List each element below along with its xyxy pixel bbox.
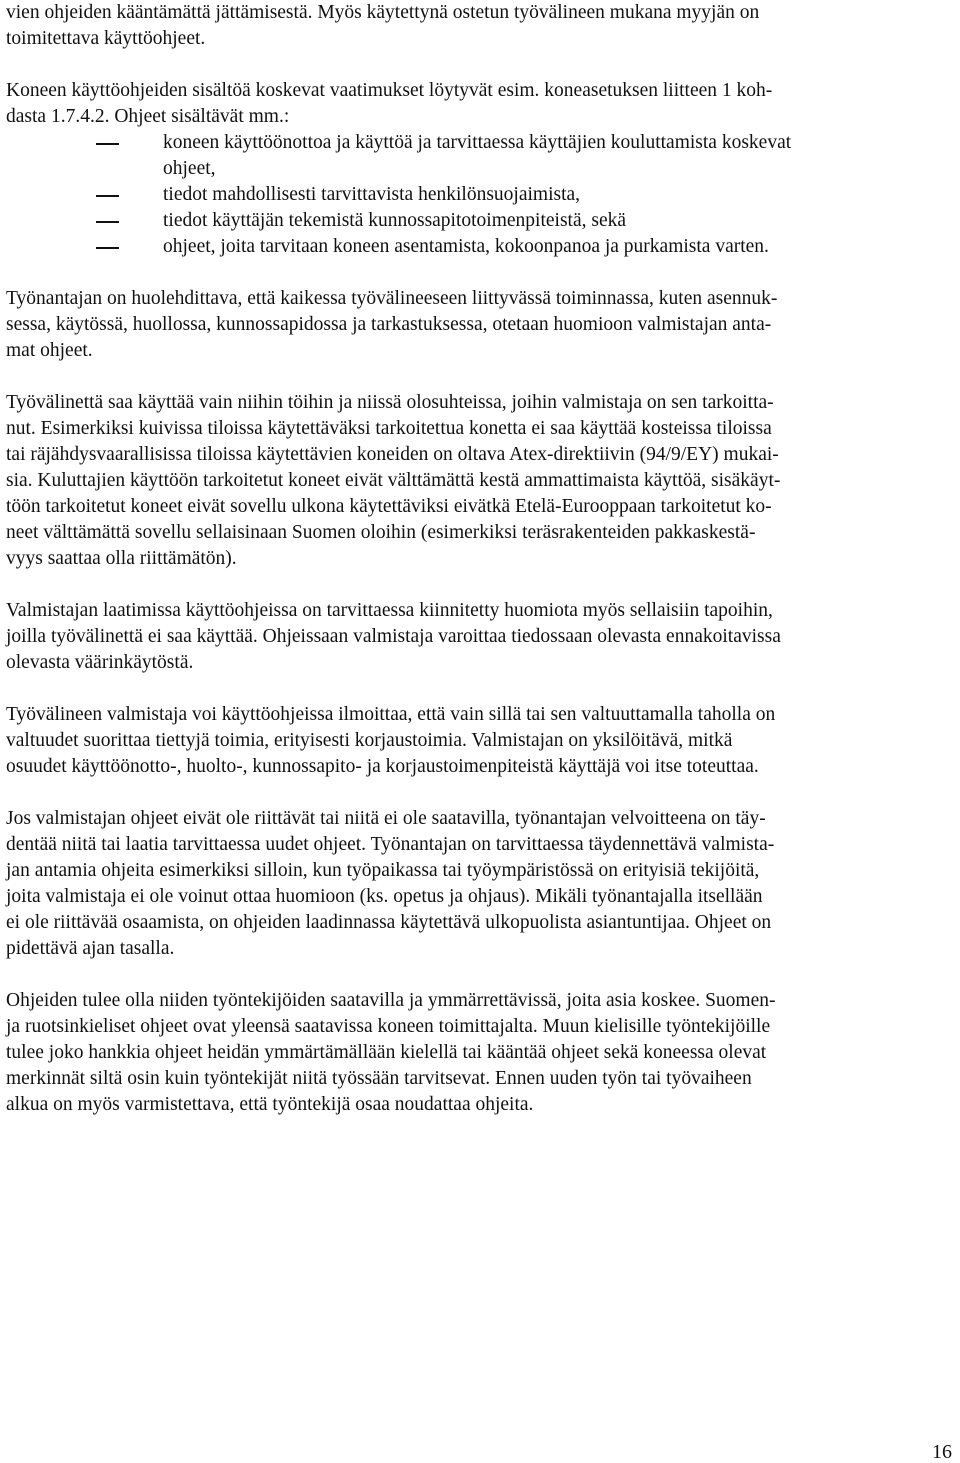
paragraph — [6, 286, 954, 364]
text-line: vyys saattaa olla riittämätön). — [6, 548, 237, 569]
text-line: Koneen käyttöohjeiden sisältöä koskevat vaatimukset löytyvät esim. koneasetuksen liitteen 1 koh- — [6, 80, 773, 101]
text-line: tai räjähdysvaarallisissa tiloissa käytettävien koneiden on oltava Atex-direktiivin (94/9/EY) mukai- — [6, 444, 779, 465]
text-line: toimitettava käyttöohjeet. — [6, 28, 206, 49]
paragraph-intro — [6, 78, 954, 130]
text-line: Ohjeiden tulee olla niiden työntekijöiden saatavilla ja ymmärrettävissä, joita asia koskee. Suomen- — [6, 990, 776, 1011]
text-line: koneen käyttöönottoa ja käyttöä ja tarvittaessa käyttäjien kouluttamista koskevat — [163, 132, 792, 153]
paragraph — [6, 806, 954, 962]
list-item — [6, 130, 954, 182]
text-line: Jos valmistajan ohjeet eivät ole riittävät tai niitä ei ole saatavilla, työnantajan velvoitteena on täy- — [6, 808, 766, 829]
page-number: 16 — [932, 1441, 952, 1463]
text-line: dentää niitä tai laatia tarvittaessa uudet ohjeet. Työnantajan on tarvittaessa täydennettävä valmista- — [6, 834, 775, 855]
paragraph — [6, 702, 954, 780]
text-line: töön tarkoitetut koneet eivät sovellu ulkona käytettäviksi eivätkä Etelä-Eurooppaan tarkoitetut ko- — [6, 496, 772, 517]
list-item — [6, 234, 954, 260]
text-line: alkua on myös varmistettava, että työntekijä osaa noudattaa ohjeita. — [6, 1094, 534, 1115]
text-line: dasta 1.7.4.2. Ohjeet sisältävät mm.: — [6, 106, 290, 127]
text-line: ohjeet, joita tarvitaan koneen asentamista, kokoonpanoa ja purkamista varten. — [163, 236, 769, 257]
paragraph-continuation — [6, 0, 954, 52]
paragraph — [6, 390, 954, 572]
text-line: vien ohjeiden kääntämättä jättämisestä. Myös käytettynä ostetun työvälineen mukana myyjän on — [6, 2, 760, 23]
text-line: pidettävä ajan tasalla. — [6, 938, 175, 959]
document-page — [6, 0, 954, 1144]
dash-bullet-icon — [96, 247, 119, 249]
text-line: tulee joko hankkia ohjeet heidän ymmärtämällään kielellä tai kääntää ohjeet sekä koneessa olevat — [6, 1042, 767, 1063]
text-line: tiedot käyttäjän tekemistä kunnossapitotoimenpiteistä, sekä — [163, 210, 627, 231]
text-line: valtuudet suorittaa tiettyjä toimia, erityisesti korjaustoimia. Valmistajan on yksilöitävä, mitkä — [6, 730, 733, 751]
list-item — [6, 208, 954, 234]
text-line: osuudet käyttöönotto-, huolto-, kunnossapito- ja korjaustoimenpiteistä käyttäjä voi itse toteuttaa. — [6, 756, 759, 777]
text-line: neet välttämättä sovellu sellaisinaan Suomen oloihin (esimerkiksi teräsrakenteiden pakkaskestä- — [6, 522, 756, 543]
dash-list — [6, 130, 954, 260]
dash-bullet-icon — [96, 221, 119, 223]
text-line: olevasta väärinkäytöstä. — [6, 652, 194, 673]
dash-bullet-icon — [96, 195, 119, 197]
text-line: Työvälineen valmistaja voi käyttöohjeissa ilmoittaa, että vain sillä tai sen valtuuttamalla taholla on — [6, 704, 776, 725]
dash-bullet-icon — [96, 143, 119, 145]
text-line: mat ohjeet. — [6, 340, 93, 361]
text-line: ei ole riittävää osaamista, on ohjeiden laadinnassa käytettävä ulkopuolista asiantuntijaa. Ohjeet on — [6, 912, 772, 933]
text-line: merkinnät siltä osin kuin työntekijät niitä työssään tarvitsevat. Ennen uuden työn tai työvaiheen — [6, 1068, 752, 1089]
text-line: ohjeet, — [163, 158, 216, 179]
text-line: ja ruotsinkieliset ohjeet ovat yleensä saatavissa koneen toimittajalta. Muun kielisille työntekijöille — [6, 1016, 771, 1037]
text-line: nut. Esimerkiksi kuivissa tiloissa käytettäväksi tarkoitettua konetta ei saa käyttää kosteissa tiloissa — [6, 418, 772, 439]
paragraph — [6, 988, 954, 1118]
text-line: Valmistajan laatimissa käyttöohjeissa on tarvittaessa kiinnitetty huomiota myös sellaisiin tapoihin, — [6, 600, 773, 621]
text-line: jan antamia ohjeita esimerkiksi silloin, kun työpaikassa tai työympäristössä on erityisiä tekijöitä, — [6, 860, 760, 881]
text-line: joita valmistaja ei ole voinut ottaa huomioon (ks. opetus ja ohjaus). Mikäli työnantajalla itsellään — [6, 886, 763, 907]
text-line: Työvälinettä saa käyttää vain niihin töihin ja niissä olosuhteissa, joihin valmistaja on sen tarkoitta- — [6, 392, 774, 413]
list-item — [6, 182, 954, 208]
paragraph — [6, 598, 954, 676]
text-line: joilla työvälinettä ei saa käyttää. Ohjeissaan valmistaja varoittaa tiedossaan olevasta ennakoitavissa — [6, 626, 781, 647]
text-line: sessa, käytössä, huollossa, kunnossapidossa ja tarkastuksessa, otetaan huomioon valmistajan anta- — [6, 314, 772, 335]
text-line: tiedot mahdollisesti tarvittavista henkilönsuojaimista, — [163, 184, 581, 205]
text-line: sia. Kuluttajien käyttöön tarkoitetut koneet eivät välttämättä kestä ammattimaista käyttöä, sisäkäyt- — [6, 470, 781, 491]
text-line: Työnantajan on huolehdittava, että kaikessa työvälineeseen liittyvässä toiminnassa, kuten asennuk- — [6, 288, 778, 309]
